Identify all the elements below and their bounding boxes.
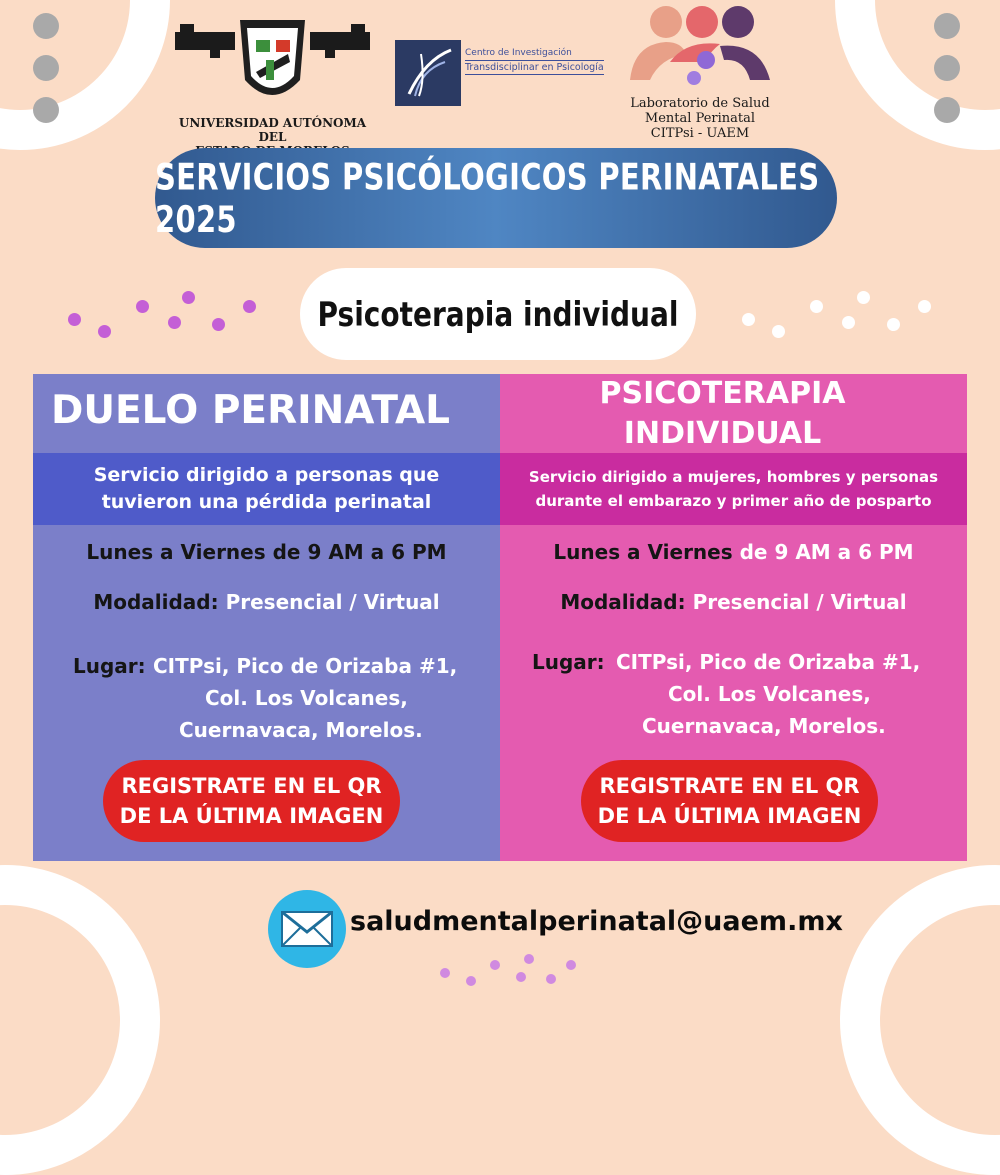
right-mode-value: Presencial / Virtual: [692, 590, 907, 614]
white-dot: [842, 316, 855, 329]
right-register-line1: REGISTRATE EN EL QR: [599, 774, 860, 798]
right-place-line1: CITPsi, Pico de Orizaba #1,: [616, 650, 921, 674]
left-place-line3: Cuernavaca, Morelos.: [179, 718, 423, 742]
gray-dot: [934, 97, 960, 123]
duelo-perinatal-panel: [33, 374, 500, 861]
right-place-line3: Cuernavaca, Morelos.: [642, 714, 886, 738]
right-schedule: [500, 540, 967, 564]
uaem-name-line1: UNIVERSIDAD AUTÓNOMA DEL: [178, 116, 367, 144]
white-dot: [857, 291, 870, 304]
lab-name-line1: Laboratorio de Salud: [630, 96, 770, 111]
citpsi-mark-icon: [395, 40, 461, 106]
purple-dot: [466, 976, 476, 986]
right-description-line1: Servicio dirigido a mujeres, hombres y personas: [528, 468, 939, 486]
corner-arc-bottom-right: [840, 865, 1000, 1175]
right-panel-title-line1: PSICOTERAPIA: [599, 376, 846, 411]
gray-dot: [934, 13, 960, 39]
psicoterapia-individual-panel: [500, 374, 967, 861]
citpsi-name-line2: Transdisciplinar en Psicología: [465, 62, 604, 73]
left-mode-label: Modalidad:: [93, 590, 219, 614]
purple-dot: [490, 960, 500, 970]
left-description-line2: tuvieron una pérdida perinatal: [101, 491, 432, 513]
purple-dot: [440, 968, 450, 978]
purple-dot: [136, 300, 149, 313]
right-register-button[interactable]: [581, 760, 878, 842]
corner-arc-top-left: [0, 0, 170, 150]
white-dot: [810, 300, 823, 313]
right-place-label: Lugar:: [532, 650, 605, 674]
citpsi-logo: [395, 40, 615, 106]
right-schedule-label: Lunes a Viernes: [553, 540, 733, 564]
left-panel-title: DUELO PERINATAL: [50, 388, 451, 433]
left-description-line1: Servicio dirigido a personas que: [93, 464, 440, 486]
left-register-button[interactable]: [103, 760, 400, 842]
purple-dot: [516, 972, 526, 982]
right-register-line2: DE LA ÚLTIMA IMAGEN: [597, 804, 862, 828]
left-schedule-value: de 9 AM a 6 PM: [272, 540, 447, 564]
left-place-label: Lugar:: [73, 654, 146, 678]
left-place-line2: Col. Los Volcanes,: [205, 686, 408, 710]
corner-arc-bottom-left: [0, 865, 160, 1175]
purple-dot: [168, 316, 181, 329]
main-title-banner: [155, 148, 837, 248]
envelope-icon: [268, 890, 346, 968]
white-dot: [772, 325, 785, 338]
gray-dot: [33, 13, 59, 39]
purple-dot: [182, 291, 195, 304]
right-description-band: [500, 453, 967, 525]
left-schedule-label: Lunes a Viernes: [86, 540, 266, 564]
right-place-line2: Col. Los Volcanes,: [668, 682, 871, 706]
left-register-line2: DE LA ÚLTIMA IMAGEN: [119, 804, 384, 828]
uaem-logo: [170, 10, 375, 144]
main-title: SERVICIOS PSICÓLOGICOS PERINATALES 2025: [155, 155, 820, 241]
contact-email[interactable]: saludmentalperinatal@uaem.mx: [350, 906, 843, 937]
purple-dot: [243, 300, 256, 313]
right-mode-label: Modalidad:: [560, 590, 686, 614]
left-register-line1: REGISTRATE EN EL QR: [121, 774, 382, 798]
left-description-band: [33, 453, 500, 525]
gray-dot: [33, 55, 59, 81]
uaem-seal-icon: [170, 10, 375, 110]
lab-name-line2: Mental Perinatal: [644, 111, 756, 126]
right-schedule-value: de 9 AM a 6 PM: [739, 540, 914, 564]
left-mode-value: Presencial / Virtual: [225, 590, 440, 614]
right-description-line2: durante el embarazo y primer año de posparto: [535, 492, 932, 510]
lab-logo: [620, 2, 780, 147]
corner-arc-top-right: [835, 0, 1000, 150]
purple-dot: [546, 974, 556, 984]
purple-dot: [212, 318, 225, 331]
gray-dot: [33, 97, 59, 123]
white-dot: [918, 300, 931, 313]
subtitle: Psicoterapia individual: [317, 294, 679, 334]
lab-name-line3: CITPsi - UAEM: [650, 126, 750, 141]
citpsi-name-line1: Centro de Investigación: [465, 48, 572, 58]
left-place-line1: CITPsi, Pico de Orizaba #1,: [153, 654, 458, 678]
white-dot: [887, 318, 900, 331]
purple-dot: [68, 313, 81, 326]
left-schedule: [33, 540, 500, 564]
purple-dot: [524, 954, 534, 964]
white-dot: [742, 313, 755, 326]
left-mode: [33, 590, 500, 614]
subtitle-pill: [300, 268, 696, 360]
right-panel-title-line2: INDIVIDUAL: [623, 416, 822, 451]
gray-dot: [934, 55, 960, 81]
purple-dot: [98, 325, 111, 338]
family-icon: [620, 2, 780, 92]
purple-dot: [566, 960, 576, 970]
right-mode: [500, 590, 967, 614]
